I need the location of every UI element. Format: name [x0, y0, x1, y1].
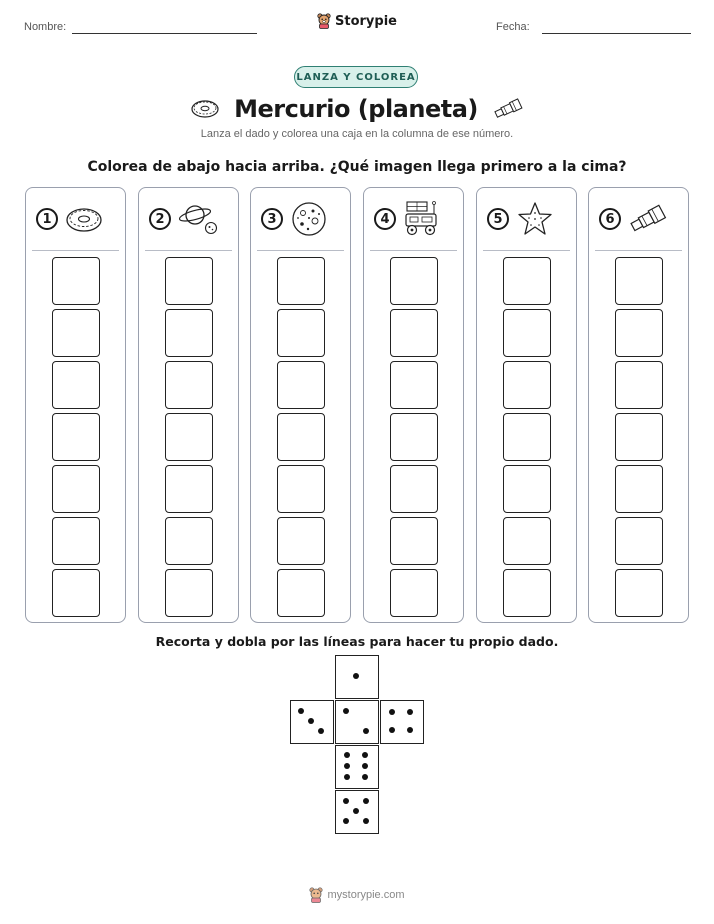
- mercury-planet-icon: [289, 201, 329, 237]
- column-number: 1: [36, 208, 58, 230]
- color-box[interactable]: [615, 413, 663, 461]
- color-box[interactable]: [390, 361, 438, 409]
- die-instruction: Recorta y dobla por las líneas para hacer tu propio dado.: [155, 634, 559, 649]
- brand-logo: [0, 13, 714, 29]
- color-box[interactable]: [165, 569, 213, 617]
- color-box[interactable]: [390, 517, 438, 565]
- die-pip: [308, 718, 314, 724]
- color-box[interactable]: [390, 309, 438, 357]
- color-box[interactable]: [503, 257, 551, 305]
- color-box[interactable]: [165, 413, 213, 461]
- color-box[interactable]: [277, 517, 325, 565]
- subtitle: Lanza el dado y colorea una caja en la columna de ese número.: [200, 128, 514, 140]
- bear-mascot-icon: [309, 887, 323, 903]
- column-number: 2: [149, 208, 171, 230]
- column-6: [588, 187, 689, 623]
- column-divider: [483, 250, 570, 251]
- die-pip: [298, 708, 304, 714]
- brand-name: Storypie: [335, 13, 397, 29]
- column-number: 4: [374, 208, 396, 230]
- telescope-icon: [492, 98, 524, 120]
- color-box[interactable]: [615, 257, 663, 305]
- die-pip: [389, 727, 395, 733]
- color-box[interactable]: [503, 517, 551, 565]
- color-box[interactable]: [277, 257, 325, 305]
- die-face-4: [380, 700, 424, 744]
- die-pip: [362, 752, 368, 758]
- column-5: [476, 187, 577, 623]
- page-title: Mercurio (planeta): [234, 95, 478, 123]
- date-label: Fecha:: [496, 21, 530, 33]
- color-box[interactable]: [52, 517, 100, 565]
- color-box[interactable]: [390, 413, 438, 461]
- color-box[interactable]: [277, 361, 325, 409]
- die-face-6: [335, 745, 379, 789]
- telescope-icon: [627, 203, 669, 235]
- color-box[interactable]: [615, 465, 663, 513]
- color-box[interactable]: [390, 569, 438, 617]
- die-pip: [353, 673, 359, 679]
- color-box[interactable]: [165, 517, 213, 565]
- title-row: [0, 92, 714, 126]
- die-pip: [363, 818, 369, 824]
- die-pip: [343, 798, 349, 804]
- die-face-1: [335, 655, 379, 699]
- color-box[interactable]: [277, 413, 325, 461]
- die-pip: [363, 798, 369, 804]
- color-box[interactable]: [390, 465, 438, 513]
- column-3: [250, 187, 351, 623]
- column-number: 5: [487, 208, 509, 230]
- die-face-2: [335, 700, 379, 744]
- column-header: [487, 202, 567, 236]
- die-pip: [353, 808, 359, 814]
- die-pip: [343, 818, 349, 824]
- column-divider: [595, 250, 682, 251]
- color-box[interactable]: [52, 361, 100, 409]
- color-box[interactable]: [390, 257, 438, 305]
- die-pip: [344, 752, 350, 758]
- color-box[interactable]: [165, 257, 213, 305]
- color-box[interactable]: [165, 309, 213, 357]
- die-face-3: [290, 700, 334, 744]
- die-net: [290, 655, 426, 835]
- die-pip: [343, 708, 349, 714]
- column-header: [36, 202, 116, 236]
- die-pip: [344, 774, 350, 780]
- color-box[interactable]: [52, 257, 100, 305]
- color-box[interactable]: [52, 413, 100, 461]
- color-box[interactable]: [615, 361, 663, 409]
- color-box[interactable]: [277, 569, 325, 617]
- column-header: [261, 202, 341, 236]
- color-box[interactable]: [52, 309, 100, 357]
- die-pip: [407, 727, 413, 733]
- column-divider: [257, 250, 344, 251]
- starfish-icon: [515, 201, 555, 237]
- color-box[interactable]: [615, 517, 663, 565]
- column-header: [149, 202, 229, 236]
- die-pip: [362, 763, 368, 769]
- die-pip: [407, 709, 413, 715]
- column-header: [599, 202, 679, 236]
- donut-icon: [190, 99, 220, 119]
- footer: [0, 887, 714, 903]
- color-box[interactable]: [165, 361, 213, 409]
- color-box[interactable]: [615, 569, 663, 617]
- saturn-planet-icon: [177, 202, 221, 236]
- color-box[interactable]: [503, 309, 551, 357]
- column-divider: [32, 250, 119, 251]
- column-header: [374, 202, 454, 236]
- color-box[interactable]: [503, 361, 551, 409]
- color-box[interactable]: [503, 465, 551, 513]
- color-box[interactable]: [165, 465, 213, 513]
- footer-url[interactable]: mystorypie.com: [327, 889, 405, 901]
- name-line[interactable]: [72, 33, 257, 34]
- die-pip: [344, 763, 350, 769]
- coloring-instruction: Colorea de abajo hacia arriba. ¿Qué imagen llega primero a la cima?: [87, 159, 627, 175]
- column-1: [25, 187, 126, 623]
- bear-mascot-icon: [317, 13, 331, 29]
- color-box[interactable]: [277, 465, 325, 513]
- color-box[interactable]: [52, 465, 100, 513]
- activity-badge: LANZA Y COLOREA: [294, 66, 418, 88]
- column-number: 6: [599, 208, 621, 230]
- die-face-5: [335, 790, 379, 834]
- color-box[interactable]: [52, 569, 100, 617]
- column-2: [138, 187, 239, 623]
- color-box[interactable]: [503, 413, 551, 461]
- column-divider: [145, 250, 232, 251]
- die-pip: [389, 709, 395, 715]
- column-divider: [370, 250, 457, 251]
- color-box[interactable]: [277, 309, 325, 357]
- die-pip: [362, 774, 368, 780]
- column-number: 3: [261, 208, 283, 230]
- color-box[interactable]: [615, 309, 663, 357]
- lunar-rover-icon: [402, 200, 442, 238]
- color-box[interactable]: [503, 569, 551, 617]
- donut-icon: [64, 204, 104, 234]
- name-label: Nombre:: [24, 21, 67, 33]
- date-line[interactable]: [542, 33, 691, 34]
- column-4: [363, 187, 464, 623]
- die-pip: [318, 728, 324, 734]
- die-pip: [363, 728, 369, 734]
